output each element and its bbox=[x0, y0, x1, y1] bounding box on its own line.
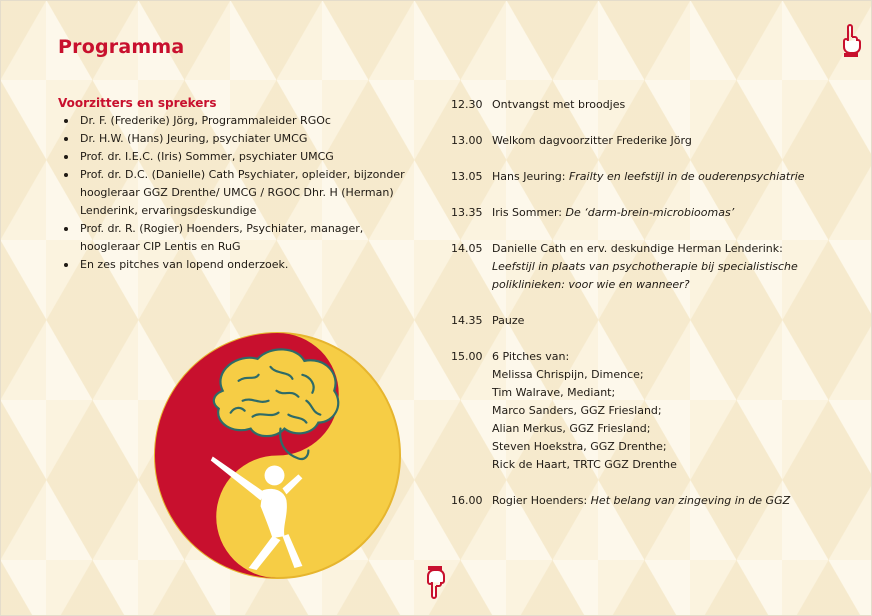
speaker-item: Prof. dr. R. (Rogier) Hoenders, Psychiater, manager, hoogleraar CIP Lentis en RuG bbox=[58, 220, 418, 256]
schedule-item bbox=[451, 492, 851, 510]
pitch-speaker: Rick de Haart, TRTC GGZ Drenthe bbox=[492, 458, 677, 471]
schedule-desc bbox=[492, 240, 851, 294]
page-title: Programma bbox=[58, 36, 185, 58]
pointing-hand-icon bbox=[424, 565, 446, 599]
pitch-speaker: Marco Sanders, GGZ Friesland; bbox=[492, 404, 662, 417]
schedule-time: 13.05 bbox=[451, 170, 483, 183]
schedule-text: Hans Jeuring: bbox=[492, 170, 569, 183]
schedule-time: 14.35 bbox=[451, 314, 483, 327]
schedule-time: 13.35 bbox=[451, 206, 483, 219]
schedule-item bbox=[451, 348, 851, 474]
schedule-item bbox=[451, 204, 851, 222]
speakers-list bbox=[58, 112, 418, 274]
speaker-item: Prof. dr. D.C. (Danielle) Cath Psychiater, opleider, bijzonder hoogleraar GGZ Drenthe/ UMCG / RGOC Dhr. H (Herman) Lenderink, ervaringsdeskundige bbox=[58, 166, 418, 220]
schedule-item bbox=[451, 132, 851, 150]
pitch-speaker: Steven Hoekstra, GGZ Drenthe; bbox=[492, 440, 667, 453]
schedule-time: 15.00 bbox=[451, 350, 483, 363]
schedule-item bbox=[451, 96, 851, 114]
speakers-heading: Voorzitters en sprekers bbox=[58, 96, 217, 110]
schedule-text: Pauze bbox=[492, 314, 525, 327]
schedule-italic: Leefstijl in plaats van psychotherapie bij specialistische bbox=[492, 260, 798, 273]
schedule-time: 14.05 bbox=[451, 242, 483, 255]
schedule-desc bbox=[492, 168, 851, 186]
pointing-hand-icon bbox=[840, 24, 862, 58]
speakers-section bbox=[58, 96, 418, 274]
schedule-time: 16.00 bbox=[451, 494, 483, 507]
schedule-desc bbox=[492, 204, 851, 222]
schedule-section bbox=[451, 96, 851, 510]
pitch-speaker: Melissa Chrispijn, Dimence; bbox=[492, 368, 644, 381]
schedule-desc bbox=[492, 492, 851, 510]
schedule-italic: De ‘darm-brein-microbioomas’ bbox=[565, 206, 735, 219]
speaker-item: Dr. H.W. (Hans) Jeuring, psychiater UMCG bbox=[58, 130, 418, 148]
speaker-item: En zes pitches van lopend onderzoek. bbox=[58, 256, 418, 274]
schedule-text: Danielle Cath en erv. deskundige Herman Lenderink: bbox=[492, 242, 783, 255]
schedule-italic: Frailty en leefstijl in de ouderenpsychiatrie bbox=[568, 170, 805, 183]
schedule-text: Iris Sommer: bbox=[492, 206, 566, 219]
speaker-item: Dr. F. (Frederike) Jörg, Programmaleider RGOc bbox=[58, 112, 418, 130]
schedule-text: 6 Pitches van: bbox=[492, 350, 570, 363]
pitch-speaker: Tim Walrave, Mediant; bbox=[492, 386, 616, 399]
schedule-item bbox=[451, 312, 851, 330]
schedule-italic: poliklinieken: voor wie en wanneer? bbox=[492, 278, 690, 291]
schedule-time: 13.00 bbox=[451, 134, 483, 147]
schedule-time: 12.30 bbox=[451, 98, 483, 111]
pitch-speaker: Alian Merkus, GGZ Friesland; bbox=[492, 422, 651, 435]
speaker-item: Prof. dr. I.E.C. (Iris) Sommer, psychiater UMCG bbox=[58, 148, 418, 166]
schedule-item bbox=[451, 240, 851, 294]
schedule-text: Ontvangst met broodjes bbox=[492, 98, 626, 111]
yin-yang-illustration bbox=[153, 331, 402, 580]
schedule-text: Welkom dagvoorzitter Frederike Jörg bbox=[492, 134, 692, 147]
schedule-item bbox=[451, 168, 851, 186]
schedule-text: Rogier Hoenders: bbox=[492, 494, 591, 507]
schedule-italic: Het belang van zingeving in de GGZ bbox=[590, 494, 791, 507]
schedule-desc bbox=[492, 348, 851, 474]
